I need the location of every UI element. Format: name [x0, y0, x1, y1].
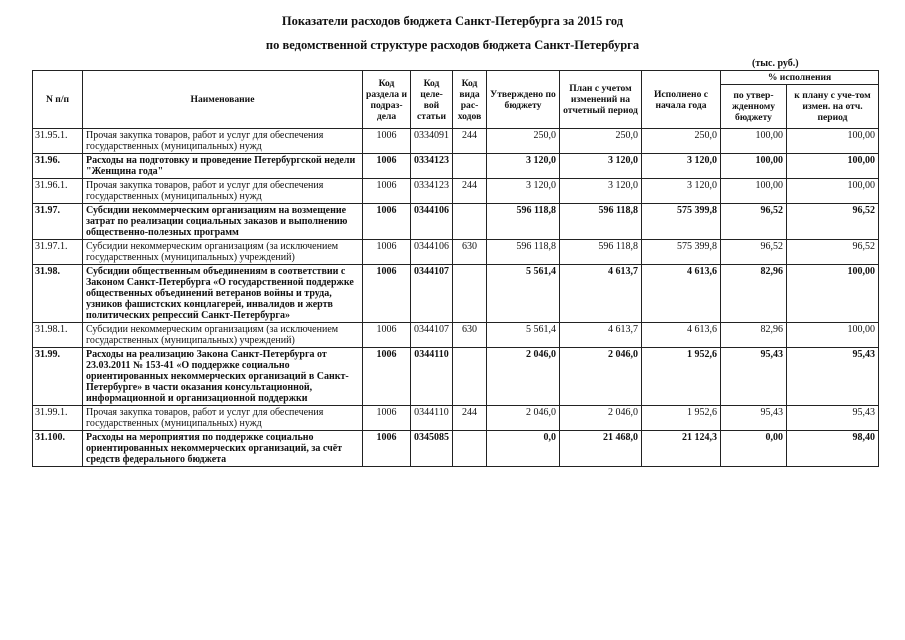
cell-pct-approved: 82,96 — [721, 265, 787, 323]
report-title: Показатели расходов бюджета Санкт-Петербурга за 2015 год — [281, 14, 624, 28]
cell-plan: 596 118,8 — [560, 204, 642, 240]
header-approved: Утверждено по бюджету — [487, 71, 560, 129]
cell-kod-razdela: 1006 — [363, 154, 411, 179]
cell-executed: 575 399,8 — [642, 240, 721, 265]
cell-pct-approved: 82,96 — [721, 323, 787, 348]
cell-executed: 575 399,8 — [642, 204, 721, 240]
table-row — [33, 240, 879, 265]
cell-pct-approved: 95,43 — [721, 348, 787, 406]
cell-kod-stati: 0334123 — [411, 179, 453, 204]
cell-name: Прочая закупка товаров, работ и услуг для обеспечения государственных (муниципальных) нужд — [83, 406, 363, 431]
cell-approved: 596 118,8 — [487, 204, 560, 240]
header-pct: % исполнения — [721, 71, 879, 85]
cell-executed: 3 120,0 — [642, 154, 721, 179]
table-body — [33, 129, 879, 467]
cell-kod-vida — [453, 154, 487, 179]
cell-kod-vida — [453, 431, 487, 467]
table-row — [33, 204, 879, 240]
header-name: Наименование — [83, 71, 363, 129]
cell-plan: 4 613,7 — [560, 323, 642, 348]
table-row — [33, 129, 879, 154]
cell-kod-vida — [453, 204, 487, 240]
cell-num: 31.97.1. — [33, 240, 83, 265]
cell-pct-approved: 100,00 — [721, 129, 787, 154]
cell-executed: 3 120,0 — [642, 179, 721, 204]
cell-plan: 3 120,0 — [560, 154, 642, 179]
cell-kod-razdela: 1006 — [363, 240, 411, 265]
cell-kod-stati: 0344110 — [411, 348, 453, 406]
cell-num: 31.98.1. — [33, 323, 83, 348]
cell-kod-razdela: 1006 — [363, 129, 411, 154]
cell-name: Субсидии некоммерческим организациям на возмещение затрат по реализации социальных заказов и выполнению общественно-полезных программ — [83, 204, 363, 240]
table-row — [33, 154, 879, 179]
cell-num: 31.100. — [33, 431, 83, 467]
cell-num: 31.97. — [33, 204, 83, 240]
cell-pct-approved: 100,00 — [721, 154, 787, 179]
cell-plan: 596 118,8 — [560, 240, 642, 265]
cell-approved: 2 046,0 — [487, 348, 560, 406]
cell-kod-stati: 0344107 — [411, 265, 453, 323]
header-plan: План с учетом изменений на отчетный период — [560, 71, 642, 129]
cell-num: 31.96. — [33, 154, 83, 179]
cell-pct-plan: 96,52 — [787, 204, 879, 240]
cell-kod-stati: 0344110 — [411, 406, 453, 431]
cell-approved: 5 561,4 — [487, 265, 560, 323]
header-kod-stati: Код целе-вой статьи — [411, 71, 453, 129]
cell-pct-plan: 100,00 — [787, 265, 879, 323]
cell-executed: 1 952,6 — [642, 406, 721, 431]
cell-kod-razdela: 1006 — [363, 406, 411, 431]
header-kod-razdela: Код раздела и подраз-дела — [363, 71, 411, 129]
table-row — [33, 431, 879, 467]
cell-kod-vida — [453, 265, 487, 323]
cell-plan: 250,0 — [560, 129, 642, 154]
table-row — [33, 265, 879, 323]
budget-table — [32, 70, 879, 467]
cell-name: Субсидии некоммерческим организациям (за исключением государственных (муниципальных) учреждений) — [83, 323, 363, 348]
cell-pct-plan: 96,52 — [787, 240, 879, 265]
table-row — [33, 179, 879, 204]
header-pct-approved: по утвер-жденному бюджету — [721, 85, 787, 129]
cell-plan: 2 046,0 — [560, 406, 642, 431]
cell-executed: 4 613,6 — [642, 265, 721, 323]
cell-name: Расходы на подготовку и проведение Петербургской недели "Женщина года" — [83, 154, 363, 179]
cell-approved: 5 561,4 — [487, 323, 560, 348]
cell-kod-razdela: 1006 — [363, 265, 411, 323]
cell-plan: 2 046,0 — [560, 348, 642, 406]
cell-name: Расходы на мероприятия по поддержке социально ориентированных некоммерческих организаций, за счёт средств федерального бюджета — [83, 431, 363, 467]
cell-pct-plan: 100,00 — [787, 323, 879, 348]
cell-pct-approved: 100,00 — [721, 179, 787, 204]
cell-pct-approved: 96,52 — [721, 204, 787, 240]
cell-pct-plan: 98,40 — [787, 431, 879, 467]
cell-approved: 0,0 — [487, 431, 560, 467]
cell-kod-stati: 0344106 — [411, 204, 453, 240]
cell-pct-approved: 96,52 — [721, 240, 787, 265]
cell-kod-stati: 0345085 — [411, 431, 453, 467]
table-row — [33, 406, 879, 431]
cell-kod-razdela: 1006 — [363, 348, 411, 406]
cell-name: Субсидии некоммерческим организациям (за исключением государственных (муниципальных) учреждений) — [83, 240, 363, 265]
cell-pct-plan: 100,00 — [787, 154, 879, 179]
cell-num: 31.96.1. — [33, 179, 83, 204]
cell-executed: 21 124,3 — [642, 431, 721, 467]
header-executed: Исполнено с начала года — [642, 71, 721, 129]
cell-plan: 21 468,0 — [560, 431, 642, 467]
cell-kod-razdela: 1006 — [363, 179, 411, 204]
cell-name: Прочая закупка товаров, работ и услуг для обеспечения государственных (муниципальных) нужд — [83, 129, 363, 154]
cell-kod-razdela: 1006 — [363, 323, 411, 348]
cell-plan: 3 120,0 — [560, 179, 642, 204]
cell-pct-approved: 0,00 — [721, 431, 787, 467]
cell-num: 31.98. — [33, 265, 83, 323]
cell-pct-plan: 100,00 — [787, 129, 879, 154]
cell-executed: 250,0 — [642, 129, 721, 154]
table-row — [33, 348, 879, 406]
cell-kod-vida: 244 — [453, 406, 487, 431]
cell-pct-plan: 95,43 — [787, 406, 879, 431]
cell-name: Субсидии общественным объединениям в соответствии с Законом Санкт-Петербурга «О государственной поддержке общественных объединений ветеранов войны и труда, узников фашистских концлагерей, инвалидов и жертв политических репрессий Санкт-Петербурга» — [83, 265, 363, 323]
header-num: N п/п — [33, 71, 83, 129]
cell-kod-stati: 0344107 — [411, 323, 453, 348]
cell-kod-vida: 630 — [453, 240, 487, 265]
cell-kod-stati: 0344106 — [411, 240, 453, 265]
cell-kod-vida — [453, 348, 487, 406]
cell-approved: 250,0 — [487, 129, 560, 154]
cell-pct-plan: 95,43 — [787, 348, 879, 406]
cell-num: 31.99.1. — [33, 406, 83, 431]
cell-pct-plan: 100,00 — [787, 179, 879, 204]
cell-num: 31.95.1. — [33, 129, 83, 154]
header-pct-plan: к плану с уче-том измен. на отч. период — [787, 85, 879, 129]
cell-approved: 3 120,0 — [487, 179, 560, 204]
cell-kod-razdela: 1006 — [363, 204, 411, 240]
cell-kod-vida: 630 — [453, 323, 487, 348]
report-subtitle: по ведомственной структуре расходов бюджета Санкт-Петербурга — [265, 38, 640, 52]
cell-executed: 1 952,6 — [642, 348, 721, 406]
cell-num: 31.99. — [33, 348, 83, 406]
unit-label: (тыс. руб.) — [752, 58, 799, 69]
header-kod-vida: Код вида рас-ходов — [453, 71, 487, 129]
cell-kod-stati: 0334091 — [411, 129, 453, 154]
cell-approved: 596 118,8 — [487, 240, 560, 265]
cell-kod-vida: 244 — [453, 179, 487, 204]
cell-name: Расходы на реализацию Закона Санкт-Петербурга от 23.03.2011 № 153-41 «О поддержке социально ориентированных некоммерческих организаций в Санкт-Петербурге» в части оказания консультационной, информационной и организационной поддержки — [83, 348, 363, 406]
cell-name: Прочая закупка товаров, работ и услуг для обеспечения государственных (муниципальных) нужд — [83, 179, 363, 204]
cell-pct-approved: 95,43 — [721, 406, 787, 431]
cell-kod-razdela: 1006 — [363, 431, 411, 467]
cell-kod-stati: 0334123 — [411, 154, 453, 179]
cell-approved: 3 120,0 — [487, 154, 560, 179]
table-row — [33, 323, 879, 348]
cell-plan: 4 613,7 — [560, 265, 642, 323]
cell-executed: 4 613,6 — [642, 323, 721, 348]
cell-kod-vida: 244 — [453, 129, 487, 154]
cell-approved: 2 046,0 — [487, 406, 560, 431]
